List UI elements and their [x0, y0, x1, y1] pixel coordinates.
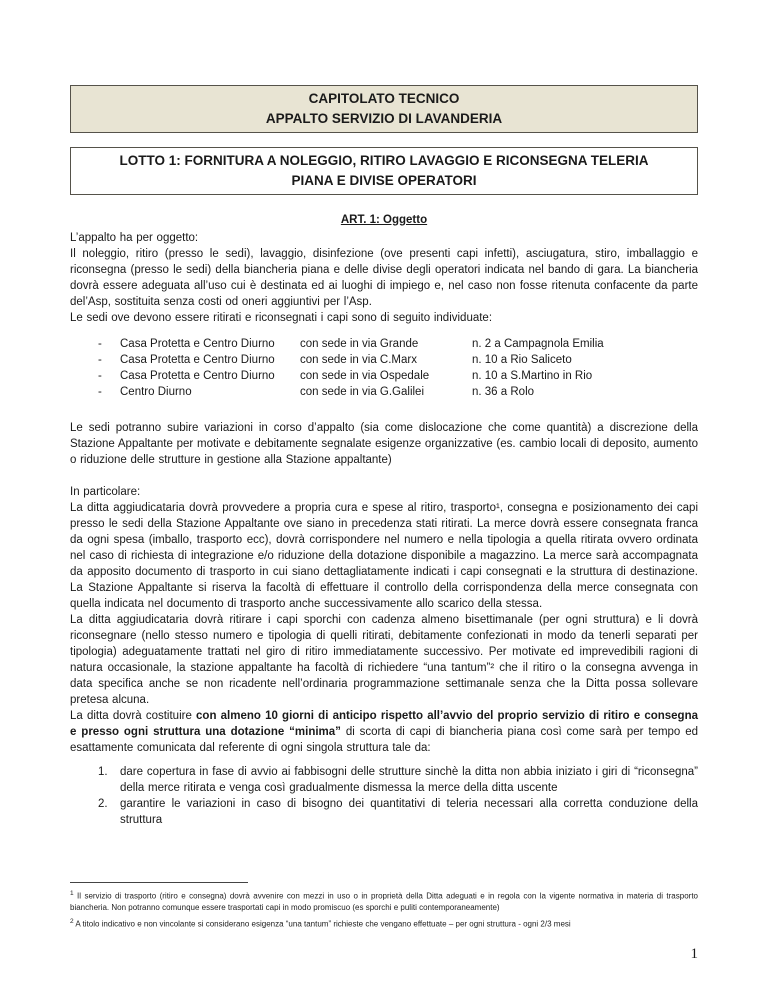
sede-address: con sede in via C.Marx [300, 354, 417, 366]
document-title-line2: APPALTO SERVIZIO DI LAVANDERIA [265, 111, 503, 126]
dotazione-text-post: di scorta di capi di biancheria piana così come sarà per tempo ed esattamente comunicata dal referente di ogni singola struttura tale da: [70, 726, 699, 754]
page-number: 1 [690, 946, 698, 962]
numbered-list [98, 764, 698, 828]
sede-name: Casa Protetta e Centro Diurno [120, 338, 275, 350]
paragraph-object: Il noleggio, ritiro (presso le sedi), lavaggio, disinfezione (ove presenti capi infetti), asciugatura, stiro, imballaggio e riconsegna (presso le sedi) della biancheria piana e delle divise degli operatori indicata nel bando di gara. La biancheria dovrà essere adeguata all’uso cui è destinata ed ai luoghi di impiego e, nel caso non fosse ritenuta confacente da parte del’Asp, sostituita senza costi od oneri aggiuntivi per l’Asp. [70, 248, 698, 308]
sedi-list [98, 336, 698, 400]
sede-address: con sede in via Grande [300, 338, 419, 350]
sede-address: con sede in via G.Galilei [300, 386, 425, 398]
sedi-row [98, 352, 698, 368]
sede-number: n. 10 a S.Martino in Rio [472, 370, 593, 382]
list-item-number: 2. [98, 798, 108, 810]
document-title-box [70, 85, 698, 133]
document-title-line1: CAPITOLATO TECNICO [308, 91, 460, 106]
bullet-dash: - [98, 354, 102, 366]
dotazione-text-pre: La ditta dovrà costituire [70, 710, 197, 722]
sede-name: Casa Protetta e Centro Diurno [120, 370, 275, 382]
sede-number: n. 2 a Campagnola Emilia [472, 338, 604, 350]
footnote-marker: 1 [70, 890, 74, 897]
paragraph-sedi-intro: Le sedi ove devono essere ritirati e riconsegnati i capi sono di seguito individuate: [70, 312, 493, 324]
lotto-title-line1: LOTTO 1: FORNITURA A NOLEGGIO, RITIRO LAVAGGIO E RICONSEGNA TELERIA [119, 153, 649, 168]
paragraph-variazioni: Le sedi potranno subire variazioni in corso d’appalto (sia come dislocazione che come quantità) a discrezione della Stazione Appaltante per motivate e debitamente segnalate esigenze organizzative (es. cambio locali di deposito, aumento o riduzione delle strutture in gestione alla Stazione appaltante) [70, 422, 698, 466]
sedi-row [98, 368, 698, 384]
list-item [98, 796, 698, 828]
sede-address: con sede in via Ospedale [300, 370, 430, 382]
sede-number: n. 36 a Rolo [472, 386, 535, 398]
article-title-text: ART. 1: Oggetto [340, 214, 428, 226]
list-item [98, 764, 698, 796]
footnotes-section [70, 882, 698, 932]
list-item-number: 1. [98, 766, 108, 778]
paragraph-particolare: In particolare: [70, 486, 141, 498]
sede-name: Centro Diurno [120, 386, 192, 398]
bullet-dash: - [98, 386, 102, 398]
paragraph-ritiro-trasporto: La ditta aggiudicataria dovrà provvedere a propria cura e spese al ritiro, trasporto¹, consegna e posizionamento dei capi presso le sedi della Stazione Appaltante ove siano in precedenza stati ritirati. La merce dovrà essere consegnata franca da ogni spesa (imballo, trasporto ecc), dovrà corrispondere nel numero e nella tipologia a quella ritirata ovvero ordinata nel caso di richiesta di integrazione e/o riduzione della dotazione disponibile a magazzino. La merce sarà accompagnata da apposito documento di trasporto in cui siano dettagliatamente indicati i capi consegnati e la struttura di destinazione. La Stazione Appaltante si riserva la facoltà di effettuare il controllo della corrispondenza della merce consegnata con quella indicata nel documento di trasporto anche successivamente allo scarico della stessa. [70, 502, 698, 610]
sedi-row [98, 384, 698, 400]
bullet-dash: - [98, 370, 102, 382]
lotto-title-line2: PIANA E DIVISE OPERATORI [291, 173, 477, 188]
footnote [70, 916, 698, 930]
sedi-row [98, 336, 698, 352]
paragraph-capi-sporchi: La ditta aggiudicataria dovrà ritirare i capi sporchi con cadenza almeno bisettimanale (per ogni struttura) e li dovrà riconsegnare (nello stesso numero e tipologia di quelli ritirati, debitamente confezionati in modo da tenerli separati per tipologia) adeguatamente trattati nel giro di ritiro immediatamente successivo. Per motivate ed imprevedibili ragioni di natura occasionale, la stazione appaltante ha facoltà di richiedere “una tantum”² che il ritiro o la consegna avvenga in data specifica anche se non ricadente nell’ordinaria programmazione settimanale senza che la Ditta possa sollevare pretesa alcuna. [70, 614, 698, 706]
paragraph-intro: L’appalto ha per oggetto: [70, 232, 199, 244]
dotazione-text-bold: con almeno 10 giorni di anticipo rispetto all’avvio del proprio servizio di ritiro e consegna e presso ogni struttura una dotazione “minima” [70, 710, 698, 738]
footnote-text: A titolo indicativo e non vincolante si considerano esigenza “una tantum” richieste che vengano effettuate – per ogni struttura - ogni 2/3 mesi [73, 919, 571, 929]
footnote-separator [70, 882, 248, 883]
sede-number: n. 10 a Rio Saliceto [472, 354, 572, 366]
footnote [70, 888, 698, 913]
bullet-dash: - [98, 338, 102, 350]
lotto-title-box [70, 147, 698, 195]
list-item-text: garantire le variazioni in caso di bisogno dei quantitativi di teleria necessari alla corretta conduzione della struttura [120, 798, 698, 826]
footnote-marker: 2 [70, 917, 74, 925]
paragraph-dotazione [70, 708, 698, 756]
article-title [70, 212, 698, 228]
list-item-text: dare copertura in fase di avvio ai fabbisogni delle strutture sinchè la ditta non abbia iniziato i giri di “riconsegna” della merce ritirata e venga così gradualmente dismessa la merce della ditta uscente [120, 766, 698, 794]
sede-name: Casa Protetta e Centro Diurno [120, 354, 275, 366]
footnote-text: Il servizio di trasporto (ritiro e consegna) dovrà avvenire con mezzi in uso o in proprietà della Ditta adeguati e in regola con la vigente normativa in materia di trasporto biancheria. Non potranno comunque essere trasportati capi in modo promiscuo (es sporchi e puliti contemporaneamente) [70, 891, 698, 912]
